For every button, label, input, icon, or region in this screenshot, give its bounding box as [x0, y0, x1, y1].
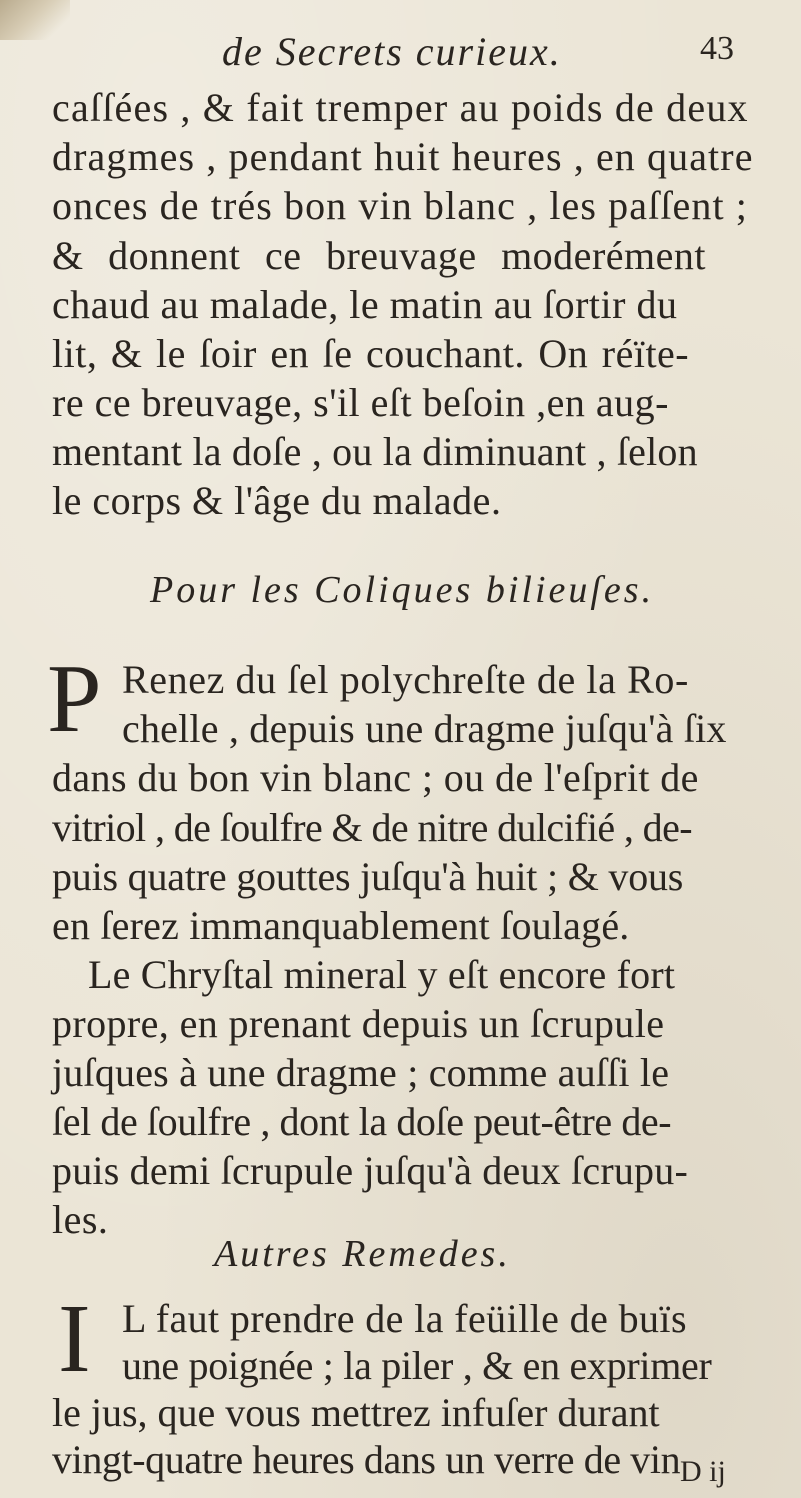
- text-line: Renez du ſel polychreſte de la Ro-: [122, 657, 689, 702]
- section-heading: Pour les Coliques bilieuſes.: [150, 569, 655, 611]
- page-number: 43: [700, 30, 734, 67]
- signature-mark: D ij: [680, 1455, 726, 1488]
- text-line: L faut prendre de la feüille de buïs: [122, 1296, 687, 1341]
- text-line: lit, & le ſoir en ſe couchant. On réïte-: [52, 331, 690, 376]
- text-line: chelle , depuis une dragme juſqu'à ſix: [122, 706, 727, 751]
- text-line: dragmes , pendant huit heures , en quatre: [52, 134, 754, 179]
- text-line: re ce breuvage, s'il eſt beſoin ,en aug-: [52, 380, 669, 425]
- text-line: ſel de ſoulfre , dont la doſe peut-être de-: [52, 1099, 672, 1144]
- text-line: mentant la doſe , ou la diminuant , ſelon: [52, 429, 698, 474]
- text-line: propre, en prenant depuis un ſcrupule: [52, 1001, 665, 1046]
- text-line: vitriol , de ſoulfre & de nitre dulcifié , de-: [52, 805, 692, 850]
- drop-cap: P: [47, 645, 102, 753]
- section-heading: Autres Remedes.: [214, 1233, 511, 1275]
- running-head: [0, 28, 801, 78]
- text-line: juſques à une dragme ; comme auſſi le: [52, 1050, 670, 1095]
- text-line: une poignée ; la piler , & en exprimer: [122, 1343, 712, 1388]
- text-line: vingt-quatre heures dans un verre de vin: [52, 1437, 681, 1482]
- drop-cap: I: [58, 1285, 91, 1393]
- text-line: en ſerez immanquablement ſoulagé.: [52, 903, 630, 948]
- text-line: chaud au malade, le matin au ſortir du: [52, 282, 678, 327]
- text-line: Le Chryſtal mineral y eſt encore fort: [88, 952, 676, 997]
- text-line: le jus, que vous mettrez infuſer durant: [52, 1390, 660, 1435]
- text-line: les.: [52, 1197, 109, 1242]
- text-line: caſſées , & fait tremper au poids de deux: [52, 85, 749, 130]
- text-line: & donnent ce breuvage moderément: [52, 233, 706, 278]
- text-line: puis quatre gouttes juſqu'à huit ; & vous: [52, 854, 684, 899]
- text-line: onces de trés bon vin blanc , les paſſent ;: [52, 183, 749, 228]
- running-head-title: de Secrets curieux.: [222, 29, 562, 74]
- text-line: le corps & l'âge du malade.: [52, 478, 502, 523]
- text-line: dans du bon vin blanc ; ou de l'eſprit de: [52, 755, 699, 800]
- text-line: puis demi ſcrupule juſqu'à deux ſcrupu-: [52, 1148, 688, 1193]
